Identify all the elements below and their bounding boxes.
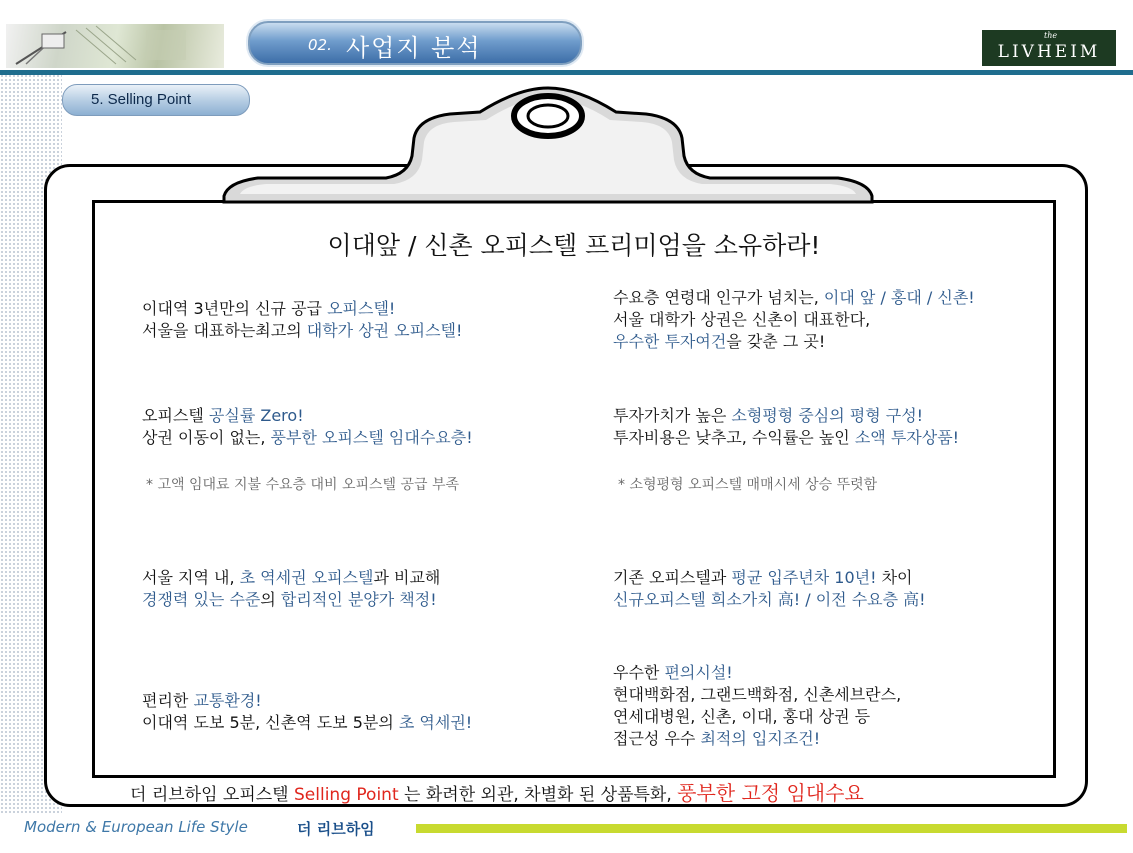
section-title-banner: [248, 21, 582, 65]
point-line: [613, 331, 975, 353]
right-point-1: [613, 287, 975, 353]
plain-text: 현대백화점, 그랜드백화점, 신촌세브란스,: [613, 685, 902, 704]
footer-accent-bar: [416, 824, 1127, 833]
plain-text: 연세대병원, 신촌, 이대, 홍대 상권 등: [613, 707, 871, 726]
left-point-1: [142, 298, 462, 342]
point-line: [613, 309, 975, 331]
plain-text: 이대역 도보 5분, 신촌역 도보 5분의: [142, 713, 399, 732]
plain-text: 차이: [876, 568, 913, 587]
left-footnote: * 고액 임대료 지불 수요층 대비 오피스텔 공급 부족: [146, 477, 460, 493]
subsection-label: 5. Selling Point: [91, 91, 192, 108]
right-footnote: * 소형평형 오피스텔 매매시세 상승 뚜렷함: [618, 477, 878, 493]
logo-name: LIVHEIM: [997, 42, 1101, 62]
plain-text: 이대역 3년만의 신규 공급: [142, 299, 328, 318]
highlight-text: 평균 입주년차 10년!: [731, 568, 877, 587]
highlight-text: 경쟁력 있는 수준: [142, 590, 261, 609]
point-line: [142, 690, 472, 712]
plain-text: 상권 이동이 없는,: [142, 428, 271, 447]
highlight-text: 공실률 Zero!: [208, 406, 304, 425]
right-point-4: [613, 662, 901, 750]
left-point-2: [142, 405, 473, 449]
point-line: [613, 405, 959, 427]
point-line: [613, 728, 901, 750]
highlight-text: 초 역세권!: [398, 713, 473, 732]
left-point-4: [142, 690, 472, 734]
highlight-text: 우수한 투자여건: [613, 332, 727, 351]
footer-tagline: Modern & European Life Style: [24, 818, 248, 836]
header-photo: [6, 24, 224, 68]
summary-line: [130, 777, 864, 806]
point-line: [142, 298, 462, 320]
plain-text: 오피스텔: [142, 406, 209, 425]
highlight-text: 편의시설!: [664, 663, 733, 682]
plain-text: 투자비용은 낮추고, 수익률은 높인: [613, 428, 855, 447]
point-line: [613, 589, 926, 611]
point-line: [613, 706, 901, 728]
plain-text: 접근성 우수: [613, 729, 701, 748]
plain-text: 과 비교해: [373, 568, 441, 587]
highlight-text: 오피스텔!: [327, 299, 396, 318]
clipboard-clip-icon: [218, 86, 878, 214]
highlight-text: 풍부한 오피스텔 임대수요층!: [270, 428, 473, 447]
highlight-text: 소액 투자상품!: [854, 428, 960, 447]
footer-brand: 더 리브하임: [297, 820, 375, 838]
right-point-2: [613, 405, 959, 449]
section-title: 사업지 분석: [346, 34, 482, 62]
highlight-text: 초 역세권 오피스텔: [239, 568, 374, 587]
point-line: [613, 287, 975, 309]
plain-text: 서울을 대표하는최고의: [142, 321, 307, 340]
plain-text: 기존 오피스텔과: [613, 568, 732, 587]
plain-text: 투자가치가 높은: [613, 406, 732, 425]
highlight-text: 최적의 입지조건!: [700, 729, 821, 748]
livheim-logo: [982, 30, 1116, 66]
summary-part-1: 더 리브하임 오피스텔: [130, 785, 295, 805]
highlight-text: 소형평형 중심의 평형 구성!: [731, 406, 924, 425]
plain-text: 수요층 연령대 인구가 넘치는,: [613, 288, 824, 307]
plain-text: 서울 지역 내,: [142, 568, 240, 587]
headline: 이대앞 / 신촌 오피스텔 프리미엄을 소유하라!: [327, 231, 821, 260]
summary-selling-point: Selling Point: [294, 785, 399, 805]
logo-small-text: the: [1044, 31, 1058, 40]
point-line: [142, 427, 473, 449]
point-line: [613, 662, 901, 684]
header-rule: [0, 70, 1133, 75]
plain-text: 서울 대학가 상권은 신촌이 대표한다,: [613, 310, 871, 329]
highlight-text: 대학가 상권 오피스텔!: [306, 321, 463, 340]
plain-text: 의: [260, 590, 281, 609]
point-line: [142, 567, 440, 589]
point-line: [142, 712, 472, 734]
summary-part-3: 는 화려한 외관, 차별화 된 상품특화,: [398, 785, 678, 805]
point-line: [142, 320, 462, 342]
plain-text: 을 갖춘 그 곳!: [726, 332, 826, 351]
section-number: 02.: [308, 36, 332, 54]
point-line: [613, 684, 901, 706]
point-line: [613, 567, 926, 589]
highlight-text: 합리적인 분양가 책정!: [280, 590, 437, 609]
highlight-text: 신규오피스텔 희소가치 高! / 이전 수요층 高!: [613, 590, 926, 609]
point-line: [613, 427, 959, 449]
highlight-text: 이대 앞 / 홍대 / 신촌!: [823, 288, 975, 307]
highlight-text: 교통환경!: [193, 691, 262, 710]
plain-text: 우수한: [613, 663, 665, 682]
point-line: [142, 405, 473, 427]
plain-text: 편리한: [142, 691, 194, 710]
right-point-3: [613, 567, 926, 611]
summary-emphasis: 풍부한 고정 임대수요: [677, 781, 864, 805]
left-point-3: [142, 567, 440, 611]
point-line: [142, 589, 440, 611]
